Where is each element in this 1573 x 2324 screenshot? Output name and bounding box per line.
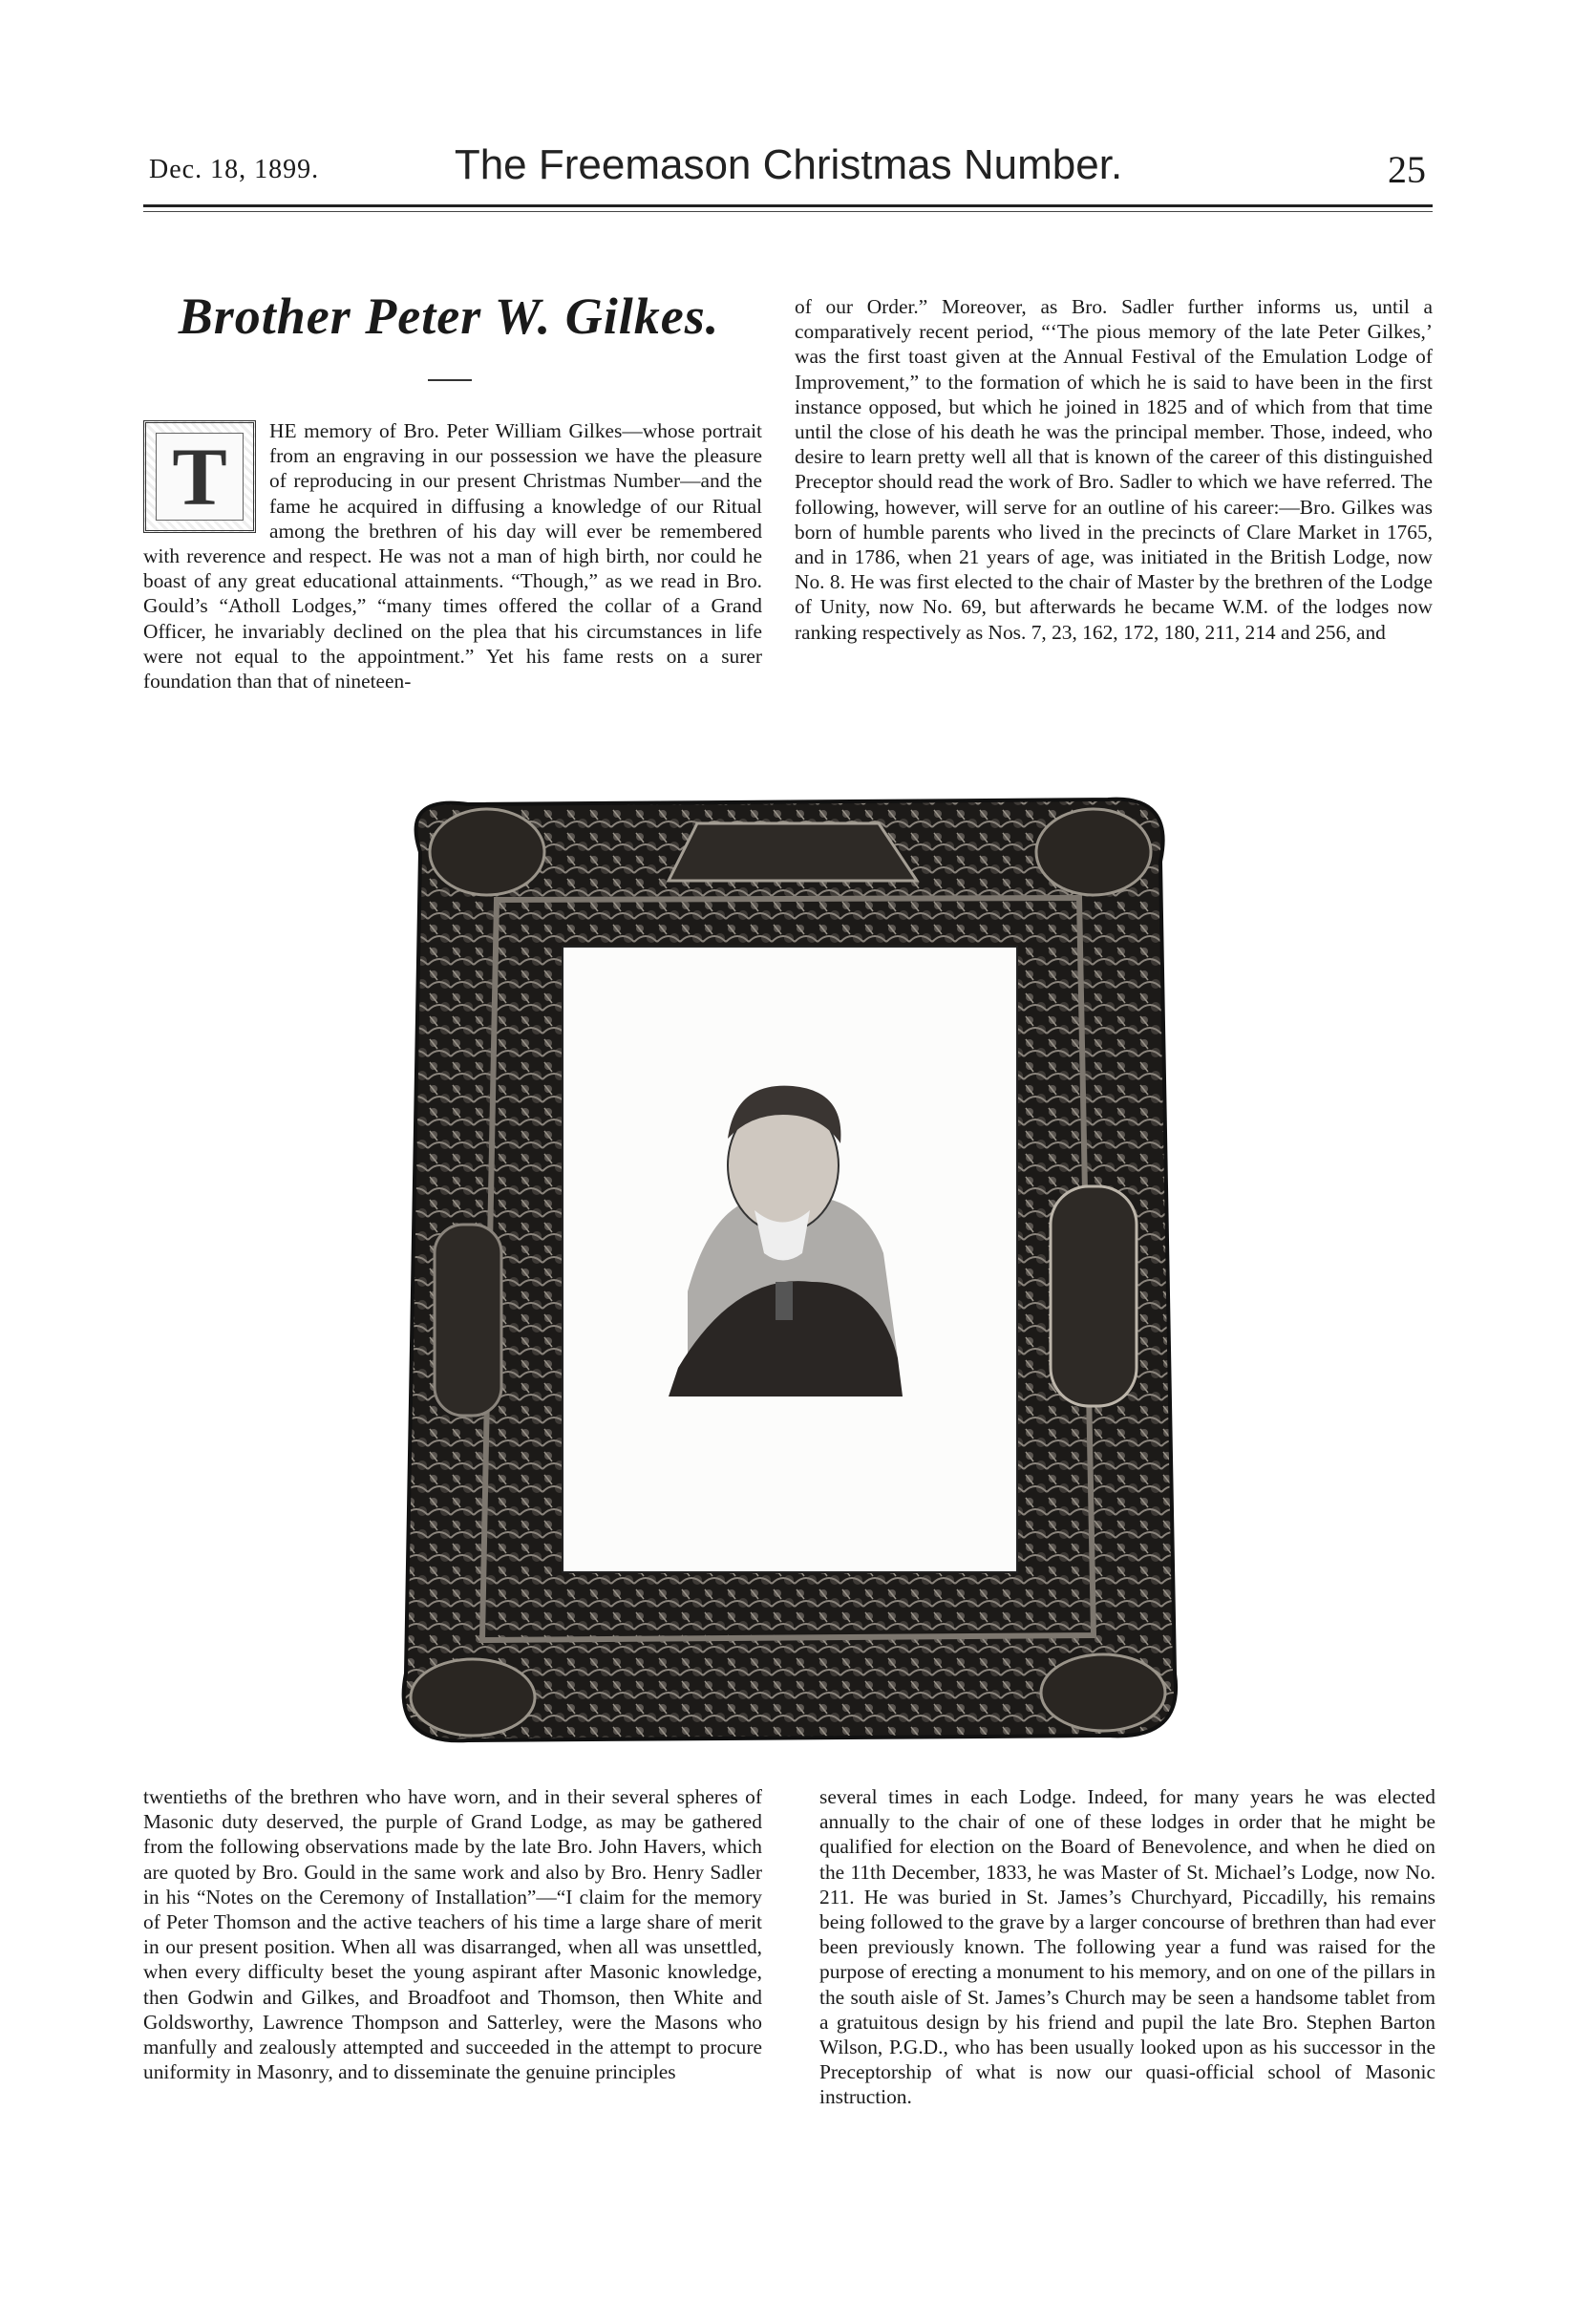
portrait-panel	[562, 946, 1018, 1573]
framed-portrait-illustration	[382, 785, 1192, 1758]
paragraph: several times in each Lodge. Indeed, for many years he was elected annually to the chair of one of these lodges in order that he might be qualified for election on the Board of Benevolence, and when he died on the 11th December, 1833, he was Master of St. Michael’s Lodge, now No. 211. He was buried in St. James’s Churchyard, Piccadilly, his remains being followed to the grave by a larger concourse of brethren than had ever been previously known. The following year a fund was raised for the purpose of erecting a monument to his memory, and on one of the pillars in the south aisle of St. James’s Church may be seen a handsome tablet from a gratuitous design by his friend and pupil the late Bro. Stephen Barton Wilson, P.G.D., who has been usually looked upon as his successor in the Preceptorship of what is now our quasi-official school of Masonic instruction.	[819, 1785, 1435, 2109]
publication-title: The Freemason Christmas Number.	[454, 141, 1123, 188]
portrait-engraving-icon	[563, 948, 1016, 1571]
masthead	[141, 134, 1435, 201]
masthead-rule	[143, 204, 1433, 207]
dropcap-letter: T	[156, 433, 244, 521]
dropcap-ornament	[143, 420, 256, 533]
article-title: Brother Peter W. Gilkes.	[178, 288, 720, 345]
paragraph: twentieths of the brethren who have worn, and in their several spheres of Masonic duty deserved, the purple of Grand Lodge, as may be gathered from the following observations made by the late Bro. John Havers, which are quoted by Bro. Gould in the same work and also by Bro. Henry Sadler in his “Notes on the Ceremony of Installation”—“I claim for the memory of Peter Thomson and the active teachers of his time a large share of merit in our present position. When all was disarranged, when all was unsettled, when every difficulty beset the young aspirant after Masonic knowledge, then Godwin and Gilkes, and Broadfoot and Thomson, then White and Goldsworthy, Lawrence Thompson and Satterley, were the Masons who manfully and zealously attempted and succeeded in the attempt to procure uniformity in Masonry, and to disseminate the genuine principles	[143, 1785, 762, 2084]
paragraph: HE memory of Bro. Peter William Gilkes—whose portrait from an engraving in our possession we have the pleasure of reproducing in our present Christmas Number—and the fame he acquired in diffusing a knowledge of our Ritual among the brethren of his day will ever be remembered with reverence and respect. He was not a man of high birth, nor could he boast of any great educational attainments. “Though,” as we read in Bro. Gould’s “Atholl Lodges,” “many times offered the collar of a Grand Officer, he invariably declined on the plea that his circumstances in life were not equal to the appointment.” Yet his fame rests on a surer foundation than that of nineteen-	[143, 419, 762, 693]
page-number: 25	[1388, 148, 1426, 191]
column-bottom-right	[819, 1784, 1435, 2110]
title-divider	[428, 379, 472, 381]
column-top-right	[795, 294, 1433, 645]
column-bottom-left	[143, 1784, 762, 2084]
paragraph: of our Order.” Moreover, as Bro. Sadler further informs us, until a comparatively recent period, “‘The pious memory of the late Peter Gilkes,’ was the first toast given at the Annual Festival of the Emulation Lodge of Improvement,” to the formation of which he is said to have been in the first instance opposed, but which he joined in 1825 and of which from that time until the close of his death he was the principal member. Those, indeed, who desire to learn pretty well all that is known of the career of this distinguished Preceptor should read the work of Bro. Sadler to which we have referred. The following, however, will serve for an outline of his career:—Bro. Gilkes was born of humble parents who lived in the precincts of Clare Market in 1765, and in 1786, when 21 years of age, was initiated in the British Lodge, now No. 8. He was first elected to the chair of Master by the brethren of the Lodge of Unity, now No. 69, but afterwards he became W.M. of the lodges now ranking respectively as Nos. 7, 23, 162, 172, 180, 211, 214 and 256, and	[795, 295, 1433, 644]
column-top-left	[143, 418, 762, 693]
issue-date: Dec. 18, 1899.	[149, 155, 320, 184]
masthead-rule-thin	[143, 211, 1433, 212]
